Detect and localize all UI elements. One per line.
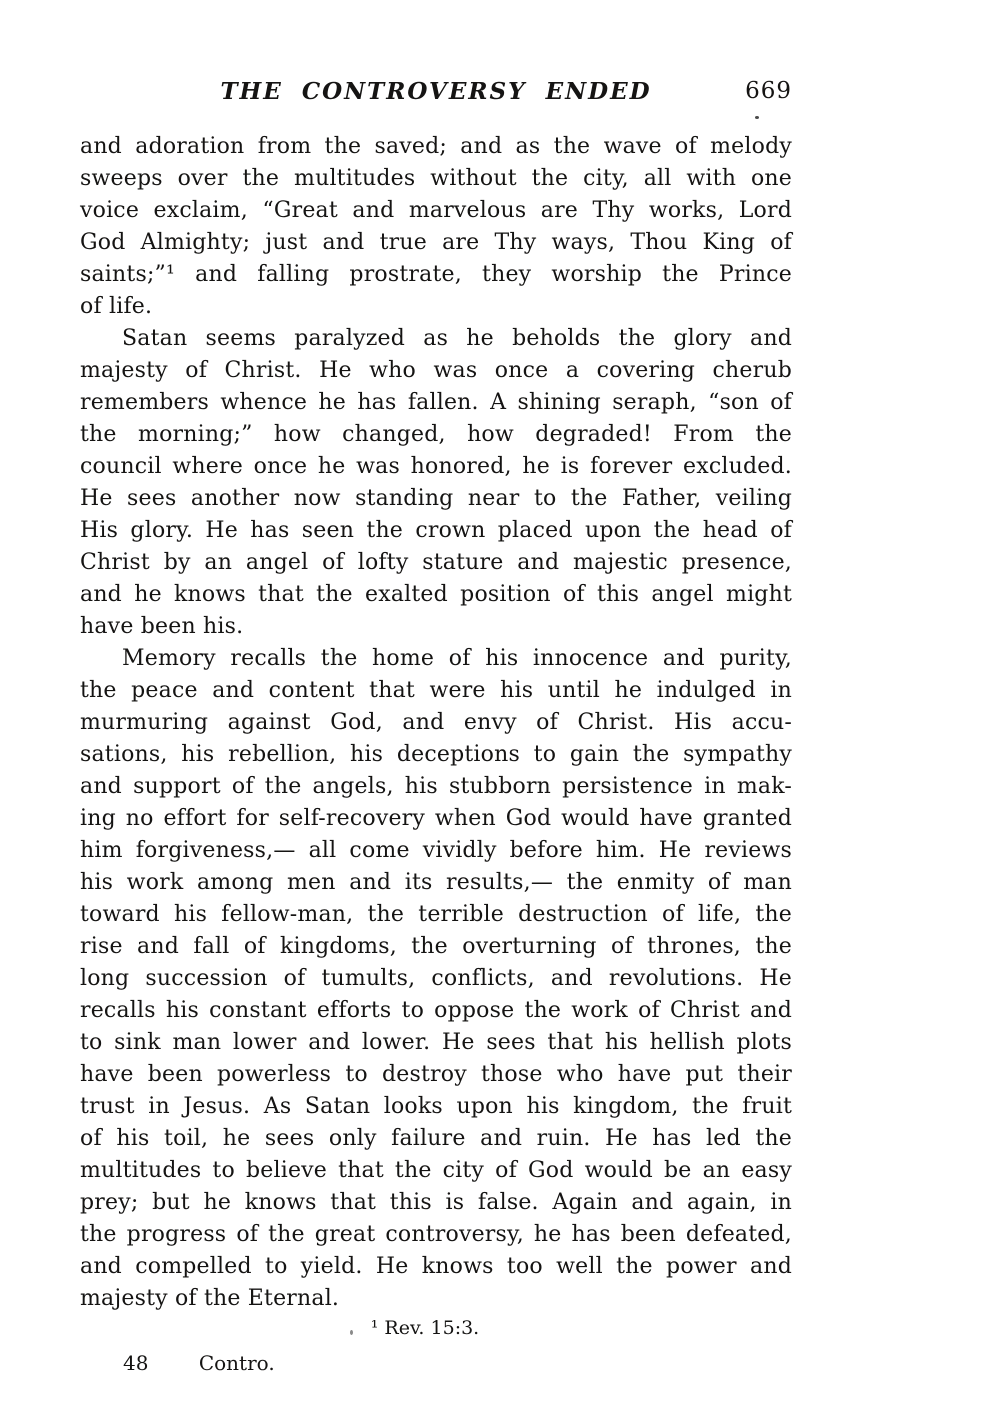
text-line: rise and fall of kingdoms, the overturning of thrones, the [80, 934, 792, 959]
text-line: prey; but he knows that this is false. Again and again, in [80, 1190, 792, 1215]
text-line: Satan seems paralyzed as he beholds the glory and [122, 326, 792, 351]
text-line: council where once he was honored, he is forever excluded. [80, 454, 792, 479]
signature-label: Contro. [198, 1351, 275, 1375]
text-line: He sees another now standing near to the Father, veiling [80, 486, 792, 511]
text-line: remembers whence he has fallen. A shining seraph, “son of [80, 390, 792, 415]
text-line: sweeps over the multitudes without the city, all with one [80, 166, 792, 191]
text-line: God Almighty; just and true are Thy ways, Thou King of [80, 230, 792, 255]
page-number: 669 [745, 78, 792, 104]
text-line: long succession of tumults, conflicts, and revolutions. He [80, 966, 792, 991]
text-line: and he knows that the exalted position of this angel might [80, 582, 792, 607]
text-line: murmuring against God, and envy of Christ. His accu- [80, 710, 792, 735]
text-line: his work among men and its results,— the enmity of man [80, 870, 792, 895]
footnote [80, 1316, 792, 1340]
text-line: voice exclaim, “Great and marvelous are Thy works, Lord [80, 198, 792, 223]
text-line: him forgiveness,— all come vividly before him. He reviews [80, 838, 792, 863]
text-line: and compelled to yield. He knows too well the power and [80, 1254, 792, 1279]
text-line: and adoration from the saved; and as the wave of melody [80, 134, 792, 159]
text-line: and support of the angels, his stubborn persistence in mak- [80, 774, 792, 799]
running-header [80, 78, 792, 110]
text-line: have been powerless to destroy those who have put their [80, 1062, 792, 1087]
signature-footer [123, 1350, 275, 1376]
text-line: Memory recalls the home of his innocence and purity, [122, 646, 792, 671]
text-line: majesty of Christ. He who was once a covering cherub [80, 358, 792, 383]
text-line: of his toil, he sees only failure and ruin. He has led the [80, 1126, 792, 1151]
text-line: sations, his rebellion, his deceptions to gain the sympathy [80, 742, 792, 767]
text-line: of life. [80, 294, 153, 319]
text-line: Christ by an angel of lofty stature and majestic presence, [80, 550, 792, 575]
text-line: trust in Jesus. As Satan looks upon his kingdom, the fruit [80, 1094, 792, 1119]
text-line: to sink man lower and lower. He sees that his hellish plots [80, 1030, 792, 1055]
page-title: THE CONTROVERSY ENDED [220, 78, 652, 105]
text-line: majesty of the Eternal. [80, 1286, 340, 1311]
text-line: His glory. He has seen the crown placed upon the head of [80, 518, 792, 543]
text-line: the morning;” how changed, how degraded! From the [80, 422, 792, 447]
text-line: ing no effort for self-recovery when God would have granted [80, 806, 792, 831]
footnote-text: ¹ Rev. 15:3. [370, 1317, 480, 1339]
text-line: multitudes to believe that the city of God would be an easy [80, 1158, 792, 1183]
text-line: recalls his constant efforts to oppose the work of Christ and [80, 998, 792, 1023]
body-text [80, 131, 792, 1315]
text-line: have been his. [80, 614, 244, 639]
text-line: the progress of the great controversy, he has been defeated, [80, 1222, 792, 1247]
signature-number: 48 [123, 1351, 149, 1375]
text-line: saints;”¹ and falling prostrate, they worship the Prince [80, 262, 792, 287]
text-line: the peace and content that were his until he indulged in [80, 678, 792, 703]
text-line: toward his fellow-man, the terrible destruction of life, the [80, 902, 792, 927]
scan-speck [755, 116, 759, 119]
